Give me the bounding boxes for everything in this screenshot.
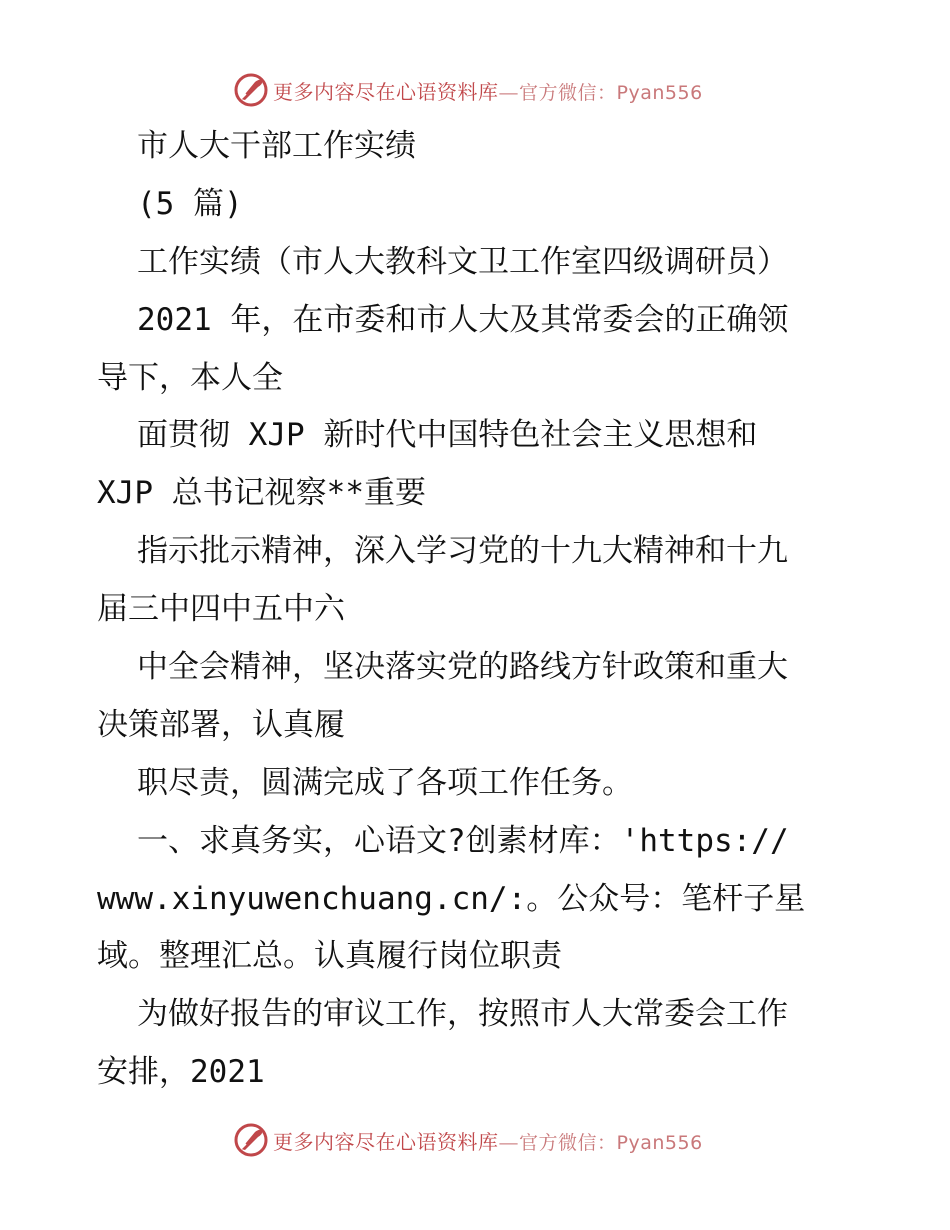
watermark-text: [273, 1126, 703, 1155]
watermark-contact-text: 官方微信：Pyan556: [519, 1131, 703, 1154]
document-line: 职尽责，圆满完成了各项工作任务。: [137, 764, 633, 801]
document-line: 市人大干部工作实绩: [137, 128, 416, 164]
watermark-dash: —: [498, 1129, 519, 1154]
document-line: 一、求真务实，心语文?创素材库：'https://: [137, 822, 789, 859]
document-line: (5 篇): [137, 185, 243, 222]
document-body: [97, 118, 857, 1102]
quill-pen-logo-icon: [233, 1122, 269, 1158]
document-line: www.xinyuwenchuang.cn/:。公众号：笔杆子星: [97, 880, 806, 917]
document-line: XJP 总书记视察**重要: [97, 475, 426, 512]
document-line: 安排，2021: [97, 1054, 265, 1091]
document-line: 2021 年，在市委和市人大及其常委会的正确领: [137, 301, 789, 338]
watermark-text: [273, 76, 703, 105]
watermark-site-text: 更多内容尽在心语资料库: [273, 1129, 499, 1154]
document-line: 面贯彻 XJP 新时代中国特色社会主义思想和: [137, 417, 758, 454]
watermark-dash: —: [498, 79, 519, 104]
document-line: 为做好报告的审议工作，按照市人大常委会工作: [137, 996, 788, 1033]
document-line: 决策部署，认真履: [97, 706, 345, 743]
document-line: 届三中四中五中六: [97, 591, 345, 628]
document-line: 中全会精神，坚决落实党的路线方针政策和重大: [137, 649, 788, 686]
quill-pen-logo-icon: [233, 72, 269, 108]
document-line: 导下，本人全: [97, 359, 283, 396]
footer-watermark: [233, 1120, 733, 1160]
document-line: 指示批示精神，深入学习党的十九大精神和十九: [137, 533, 788, 570]
watermark-contact-text: 官方微信：Pyan556: [519, 81, 703, 104]
watermark-site-text: 更多内容尽在心语资料库: [273, 79, 499, 104]
document-line: 域。整理汇总。认真履行岗位职责: [97, 938, 562, 975]
header-watermark: [233, 70, 733, 110]
document-line: 工作实绩（市人大教科文卫工作室四级调研员）: [137, 243, 788, 280]
